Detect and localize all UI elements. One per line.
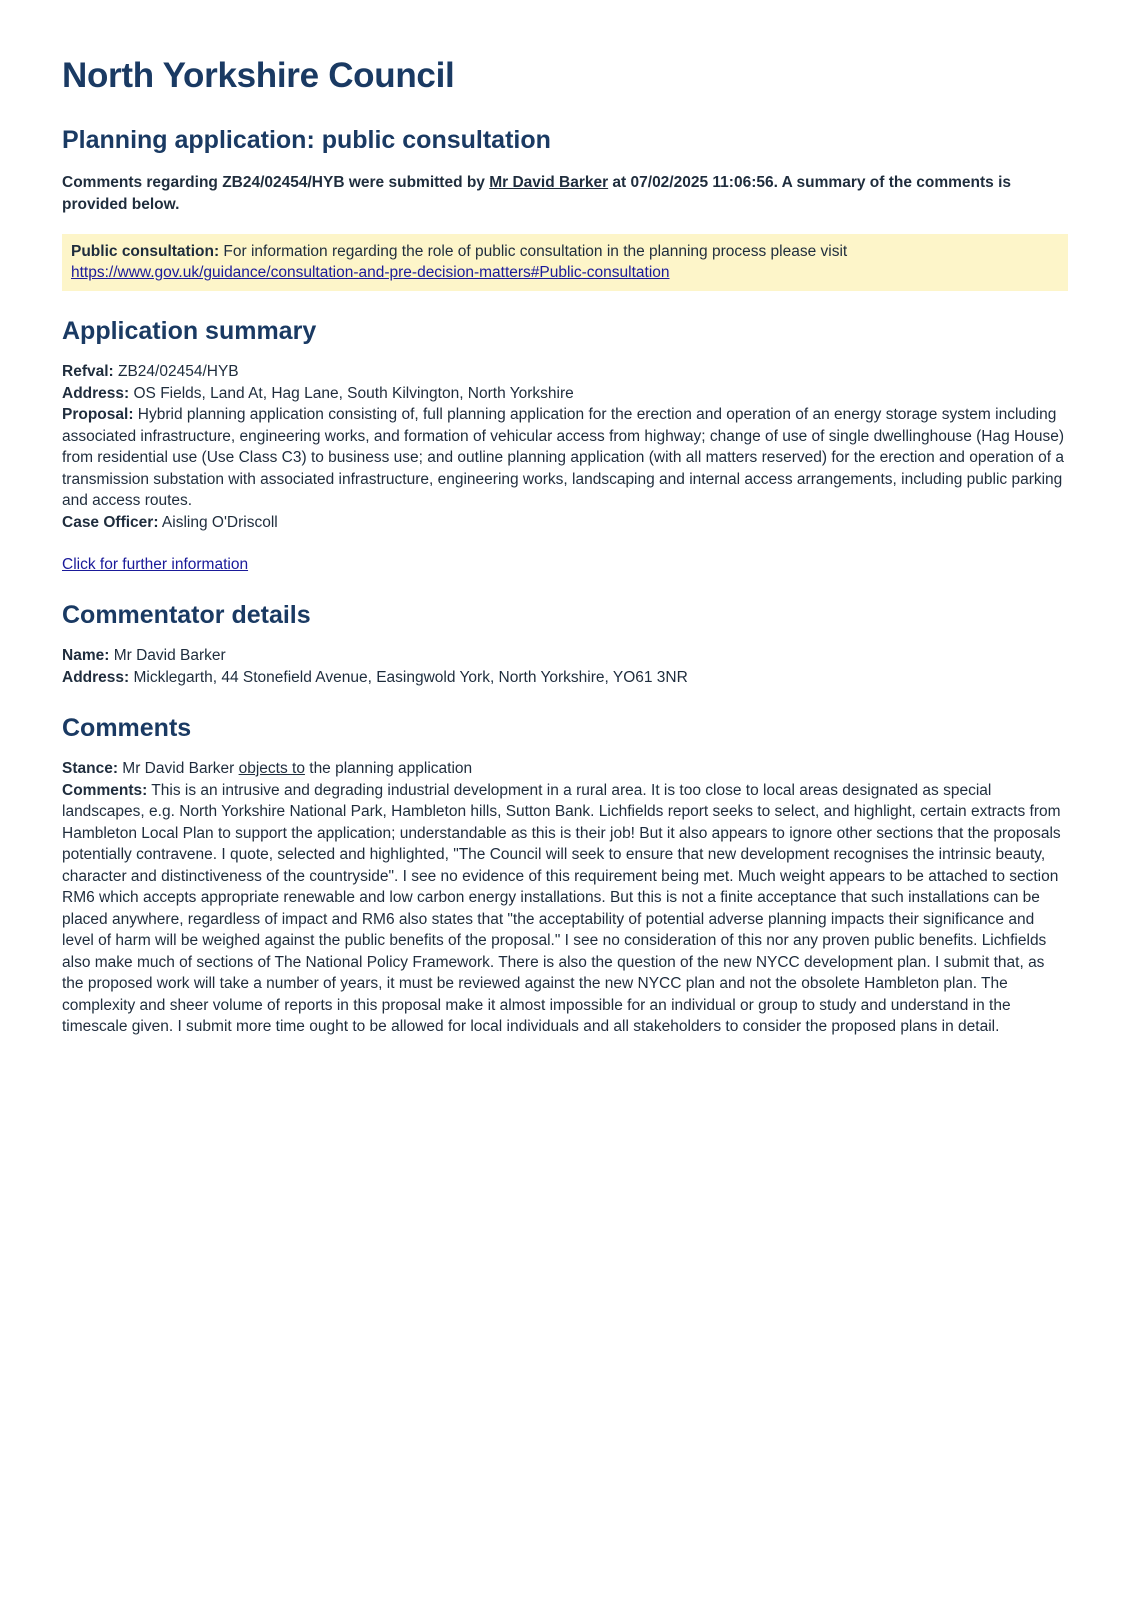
stance-suffix: the planning application — [304, 760, 473, 777]
address-row — [62, 383, 1068, 405]
intro-prefix: Comments regarding ZB24/02454/HYB were submitted by — [62, 174, 490, 191]
comments-details — [62, 758, 1068, 1038]
public-consultation-notice — [62, 234, 1068, 291]
application-summary-details — [62, 361, 1068, 533]
comments-row — [62, 780, 1068, 1038]
comments-heading: Comments — [62, 714, 192, 742]
proposal-row — [62, 404, 1068, 512]
address-value: OS Fields, Land At, Hag Lane, South Kilvington, North Yorkshire — [129, 384, 574, 402]
refval-value: ZB24/02454/HYB — [113, 363, 239, 380]
stance-label: Stance: — [62, 760, 118, 777]
intro-suffix: at 07/02/2025 11:06:56. A summary of the comments is provided below. — [62, 174, 1012, 213]
further-info-row — [62, 554, 1068, 575]
comments-label: Comments: — [62, 781, 148, 799]
comments-text: This is an intrusive and degrading industrial development in a rural area. It is too close to local areas designated as special landscapes, e.g. North Yorkshire National Park, Hambleton hills, Sutton Bank. Lichfields report seeks to select, and highlight, certain extracts from Hambleton Local Plan to support the application; understandable as this is their job! But it also appears to ignore other sections that the proposals potentially contravene. I quote, selected and highlighted, "The Council will seek to ensure that new development recognises the intrinsic beauty, character and distinctiveness of the countryside". I see no evidence of this requirement being met. Much weight appears to be attached to section RM6 which accepts appropriate renewable and low carbon energy installations. But this is not a finite acceptance that such installations can be placed anywhere, regardless of impact and RM6 also states that "the acceptability of potential adverse planning impacts their significance and level of harm will be weighed against the public benefits of the proposal." I see no consideration of this nor any proven public benefits. Lichfields also make much of sections of The National Policy Framework. There is also the question of the new NYCC development plan. I submit that, as the proposed work will take a number of years, it must be reviewed against the new NYCC plan and not the obsolete Hambleton plan. The complexity and sheer volume of reports in this proposal make it almost impossible for an individual or group to study and understand in the timescale given. I submit more time ought to be allowed for local individuals and all stakeholders to consider the proposed plans in detail. — [62, 781, 1061, 1035]
application-summary-heading: Application summary — [62, 317, 317, 345]
proposal-value: Hybrid planning application consisting of, full planning application for the erection and operation of an energy storage system including associated infrastructure, engineering works, and formation of vehicular access from highway; change of use of single dwellinghouse (Hag House) from residential use (Use Class C3) to business use; and outline planning application (with all matters reserved) for the erection and operation of a transmission substation with associated infrastructure, engineering works, landscaping and internal access arrangements, including public parking and access routes. — [62, 406, 1065, 509]
case-officer-row — [62, 512, 1068, 534]
refval-label: Refval: — [62, 363, 114, 380]
commentator-name-row — [62, 645, 1068, 667]
case-officer-label: Case Officer: — [62, 513, 159, 531]
commentator-address-label: Address: — [62, 668, 130, 686]
page-subtitle: Planning application: public consultation — [62, 126, 551, 154]
case-officer-value: Aisling O'Driscoll — [158, 513, 278, 531]
intro-summary — [62, 172, 1068, 216]
commentator-details — [62, 645, 1068, 688]
commentator-details-heading: Commentator details — [62, 601, 311, 629]
notice-label: Public consultation: — [71, 243, 220, 260]
stance-row — [62, 758, 1068, 780]
refval-row — [62, 361, 1068, 383]
author-link[interactable]: Mr David Barker — [489, 174, 609, 191]
name-value: Mr David Barker — [109, 647, 226, 664]
council-title: North Yorkshire Council — [62, 56, 455, 95]
stance-prefix: Mr David Barker — [118, 760, 239, 777]
name-label: Name: — [62, 647, 110, 664]
stance-link[interactable]: objects to — [238, 760, 305, 777]
further-information-link[interactable]: Click for further information — [62, 556, 249, 573]
proposal-label: Proposal: — [62, 406, 134, 423]
commentator-address-value: Micklegarth, 44 Stonefield Avenue, Easingwold York, North Yorkshire, YO61 3NR — [129, 668, 688, 686]
consultation-guidance-link[interactable]: https://www.gov.uk/guidance/consultation-and-pre-decision-matters#Public-consultation — [71, 264, 670, 281]
commentator-address-row — [62, 667, 1068, 689]
notice-text: For information regarding the role of public consultation in the planning process please visit — [219, 243, 848, 260]
address-label: Address: — [62, 384, 130, 402]
